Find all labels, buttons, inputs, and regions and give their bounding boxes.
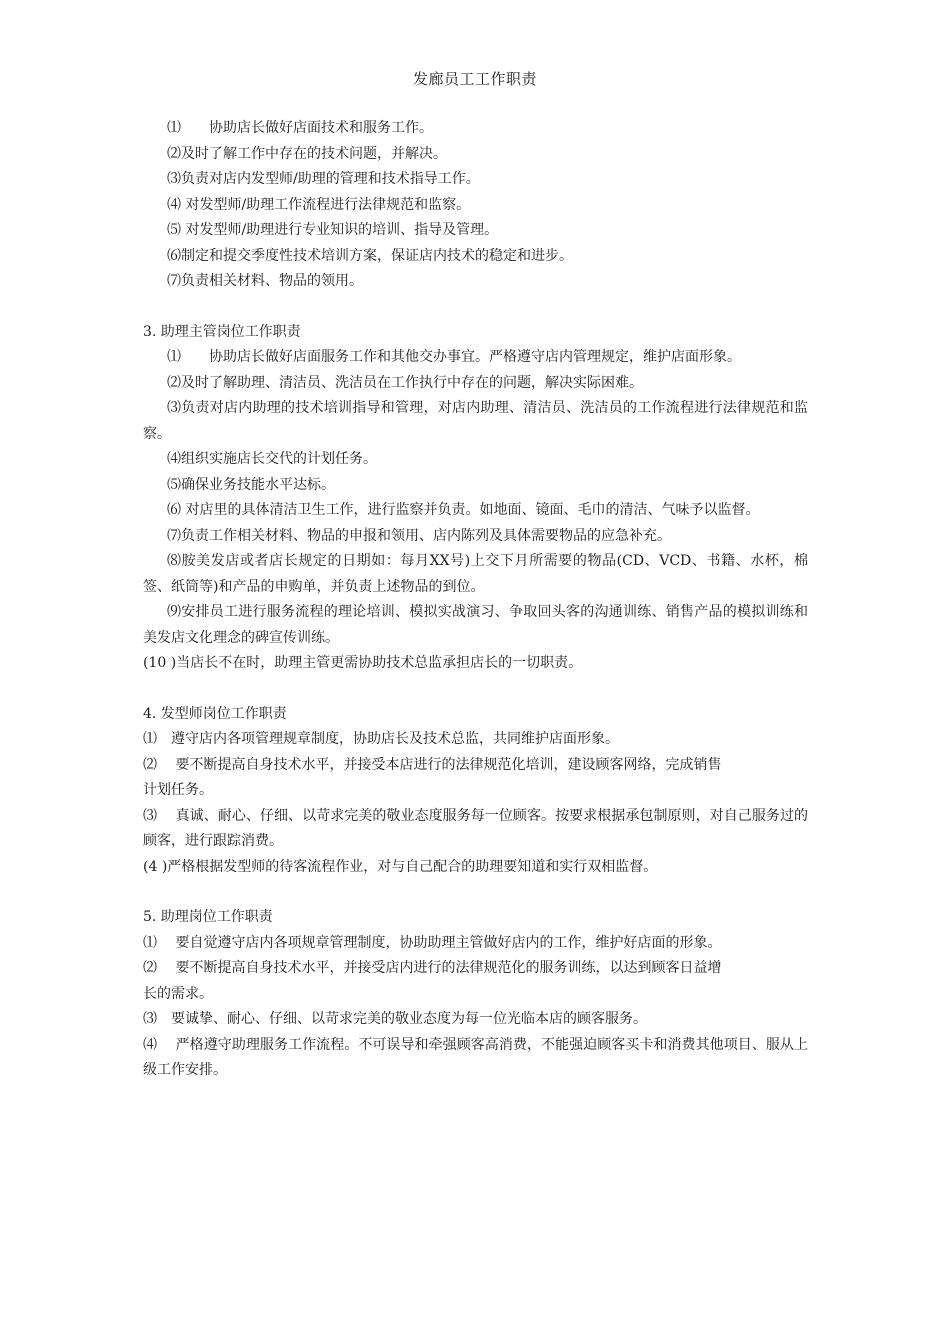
section4-heading: 4. 发型师岗位工作职责	[143, 705, 287, 722]
section5-item-4: ⑷ 严格遵守助理服务工作流程。不可误导和牵强顾客高消费，不能强迫顾客买卡和消费其他项目、服从上级工作安排。	[143, 1036, 808, 1078]
section2-item-1: ⑴ 协助店长做好店面技术和服务工作。	[167, 120, 433, 136]
document-title: 发廊员工工作职责	[412, 70, 537, 88]
spacer	[143, 677, 808, 702]
section3-item-7: ⑺负责工作相关材料、物品的申报和领用、店内陈列及具体需要物品的应急补充。	[167, 527, 671, 544]
section2-item-4: ⑷ 对发型师/助理工作流程进行法律规范和监察。	[167, 196, 471, 213]
document-body	[143, 116, 808, 1084]
section2-item-5: ⑸ 对发型师/助理进行专业知识的培训、指导及管理。	[167, 222, 499, 238]
section4-item-3: ⑶ 真诚、耐心、仔细、以苛求完美的敬业态度服务每一位顾客。按要求根据承包制原则，对自己服务过的顾客，进行跟踪消费。	[143, 807, 808, 849]
section2-item-3: ⑶负责对店内发型师/助理的管理和技术指导工作。	[167, 171, 480, 187]
section3-heading: 3. 助理主管岗位工作职责	[143, 323, 301, 340]
section3-item-4: ⑷组织实施店长交代的计划任务。	[167, 451, 377, 467]
section3-item-6: ⑹ 对店里的具体清洁卫生工作，进行监察并负责。如地面、镜面、毛巾的清洁、气味予以监督。	[167, 502, 760, 518]
section2-item-7: ⑺负责相关材料、物品的领用。	[167, 273, 363, 289]
section5-heading: 5. 助理岗位工作职责	[143, 909, 273, 925]
spacer	[143, 880, 808, 905]
section4-item-4: (4 )严格根据发型师的待客流程作业，对与自己配合的助理要知道和实行双相监督。	[143, 858, 658, 875]
section3-item-5: ⑸确保业务技能水平达标。	[167, 476, 335, 493]
section5-item-2-cont: 长的需求。	[143, 985, 213, 1002]
spacer	[143, 295, 808, 320]
section2-item-2: ⑵及时了解工作中存在的技术问题，并解决。	[167, 145, 447, 162]
section4-item-2-cont: 计划任务。	[143, 782, 213, 798]
section5-item-3: ⑶ 要诚挚、耐心、仔细、以苛求完美的敬业态度为每一位光临本店的顾客服务。	[143, 1011, 647, 1027]
section4-item-1: ⑴ 遵守店内各项管理规章制度，协助店长及技术总监，共同维护店面形象。	[143, 731, 619, 747]
section2-item-6: ⑹制定和提交季度性技术培训方案，保证店内技术的稳定和进步。	[167, 247, 573, 264]
section3-item-9: ⑼安排员工进行服务流程的理论培训、模拟实战演习、争取回头客的沟通训练、销售产品的模拟训练和美发店文化理念的碑宣传训练。	[143, 604, 808, 646]
section3-item-1: ⑴ 协助店长做好店面服务工作和其他交办事宜。严格遵守店内管理规定，维护店面形象。	[167, 349, 741, 365]
section3-item-2: ⑵及时了解助理、清洁员、洗洁员在工作执行中存在的问题，解决实际困难。	[167, 374, 643, 391]
section5-item-1: ⑴ 要自觉遵守店内各项规章管理制度，协助助理主管做好店内的工作，维护好店面的形象。	[143, 934, 722, 951]
section5-item-2: ⑵ 要不断提高自身技术水平，并接受店内进行的法律规范化的服务训练，以达到顾客日益增	[143, 960, 722, 976]
section3-item-3: ⑶负责对店内助理的技术培训指导和管理，对店内助理、清洁员、洗洁员的工作流程进行法律规范和监察。	[143, 400, 808, 442]
section3-item-8: ⑻胺美发店或者店长规定的日期如：每月XX号)上交下月所需要的物品(CD、VCD、书籍、水杯，棉签、纸筒等)和产品的申购单，并负责上述物品的到位。	[143, 553, 808, 595]
section3-item-10: (10 )当店长不在时，助理主管更需协助技术总监承担店长的一切职责。	[143, 655, 583, 671]
section4-item-2: ⑵ 要不断提高自身技术水平，并接受本店进行的法律规范化培训，建设顾客网络，完成销售	[143, 756, 722, 773]
